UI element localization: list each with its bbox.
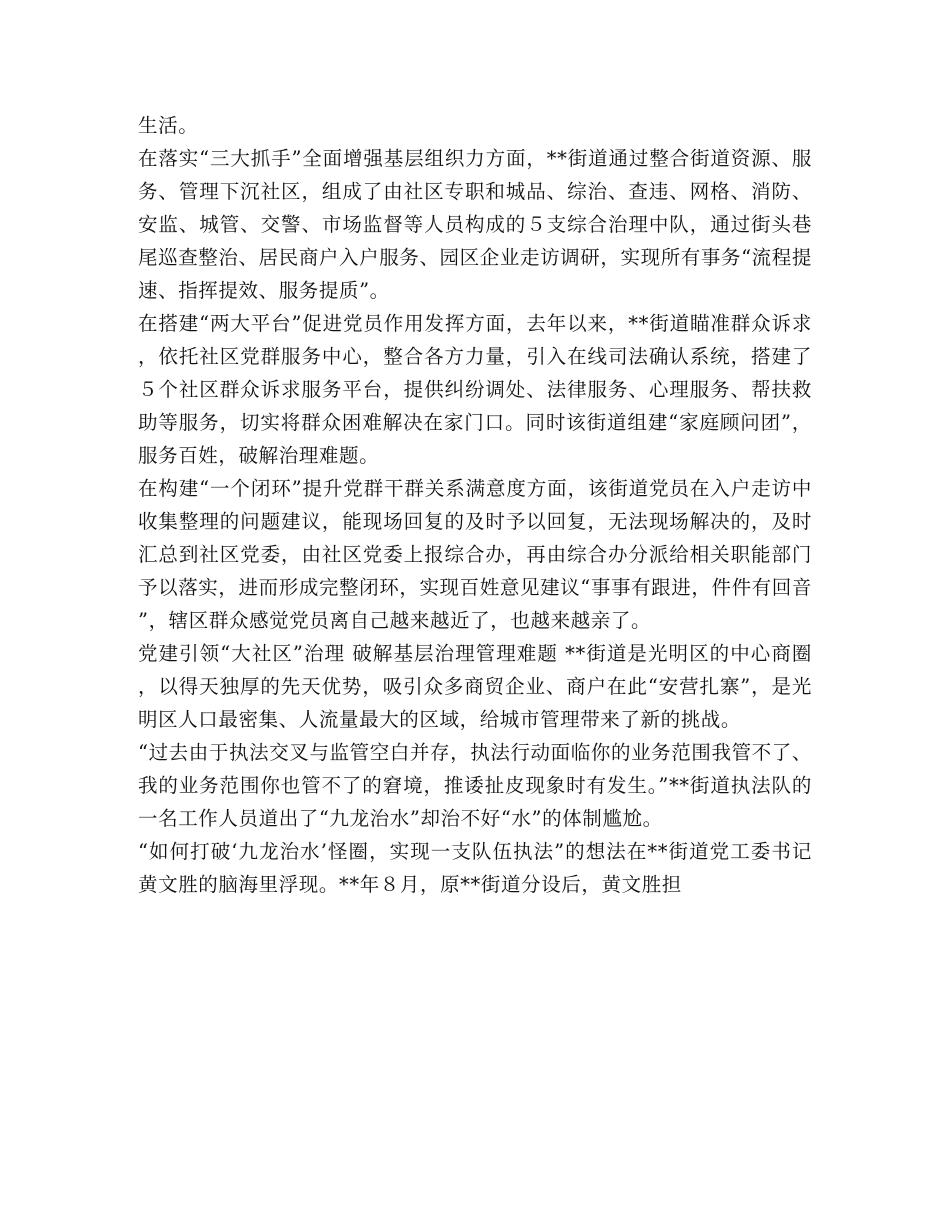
paragraph-enforcement-quote: “过去由于执法交叉与监管空白并存，执法行动面临你的业务范围我管不了、我的业务范围你也管不了的窘境，推诿扯皮现象时有发生。”**街道执法队的一名工作人员道出了“九龙治水”却治不好“水”的体制尴尬。 — [138, 741, 812, 830]
paragraph-two-platforms: 在搭建“两大平台”促进党员作用发挥方面，去年以来，**街道瞄准群众诉求，依托社区党群服务中心，整合各方力量，引入在线司法确认系统，搭建了５个社区群众诉求服务平台，提供纠纷调处、法律服务、心理服务、帮扶救助等服务，切实将群众困难解决在家门口。同时该街道组建“家庭顾问团”，服务百姓，破解治理难题。 — [138, 312, 812, 467]
paragraph-closed-loop: 在构建“一个闭环”提升党群干群关系满意度方面，该街道党员在入户走访中收集整理的问题建议，能现场回复的及时予以回复，无法现场解决的，及时汇总到社区党委，由社区党委上报综合办，再由综合办分派给相关职能部门予以落实，进而形成完整闭环，实现百姓意见建议“事事有跟进，件件有回音”，辖区群众感觉党员离自己越来越近了，也越来越亲了。 — [138, 477, 812, 632]
paragraph-continuation: 生活。 — [138, 114, 199, 137]
paragraph-big-community: 党建引领“大社区”治理 破解基层治理管理难题 **街道是光明区的中心商圈，以得天独厚的先天优势，吸引众多商贸企业、商户在此“安营扎寨”，是光明区人口最密集、人流量最大的区域，给城市管理带来了新的挑战。 — [138, 642, 812, 731]
paragraph-nine-dragons: “如何打破‘九龙治水’怪圈，实现一支队伍执法”的想法在**街道党工委书记黄文胜的脑海里浮现。**年８月，原**街道分设后，黄文胜担 — [138, 840, 812, 896]
document-body — [138, 109, 812, 901]
paragraph-three-grips: 在落实“三大抓手”全面增强基层组织力方面，**街道通过整合街道资源、服务、管理下沉社区，组成了由社区专职和城品、综治、查违、网格、消防、安监、城管、交警、市场监督等人员构成的５支综合治理中队，通过街头巷尾巡查整治、居民商户入户服务、园区企业走访调研，实现所有事务“流程提速、指挥提效、服务提质”。 — [138, 147, 812, 302]
